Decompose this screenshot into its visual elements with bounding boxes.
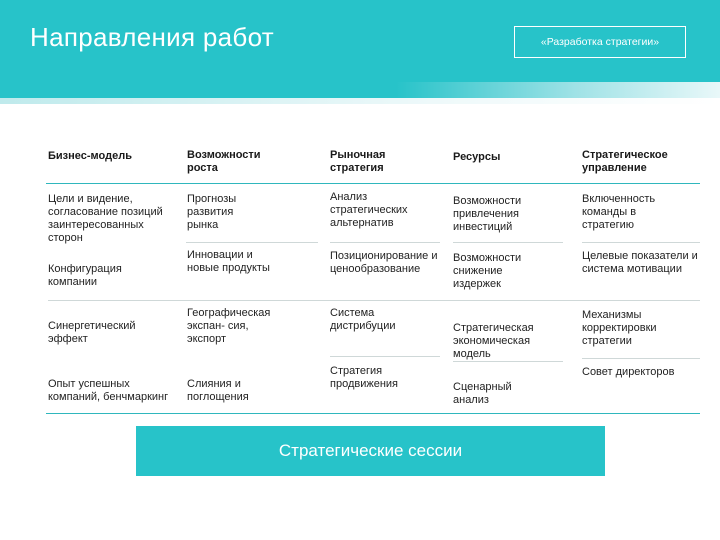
growth-item: Инновации и новые продукты: [187, 249, 270, 274]
management-item: Включенность команды в стратегию: [582, 193, 656, 231]
header-divider: [46, 183, 700, 184]
row-divider: [48, 300, 700, 301]
strategic-sessions-bar: Стратегические сессии: [136, 426, 605, 476]
row-divider: [582, 242, 700, 243]
management-item: Совет директоров: [582, 366, 675, 378]
col-header-market-strategy: Рыночная стратегия: [330, 149, 386, 174]
row-divider: [453, 361, 563, 362]
business-model-item: Конфигурация компании: [48, 263, 122, 288]
row-divider: [330, 356, 440, 357]
header-stripe-fade: [0, 98, 720, 104]
business-model-item: Синергетический эффект: [48, 320, 136, 345]
growth-item: Географическая экспан- сия, экспорт: [187, 307, 271, 345]
row-divider: [453, 242, 563, 243]
market-strategy-item: Анализ стратегических альтернатив: [330, 191, 408, 229]
resources-item: Стратегическая экономическая модель: [453, 322, 534, 360]
resources-item: Сценарный анализ: [453, 381, 512, 406]
table-bottom-rule: [46, 413, 700, 414]
market-strategy-item: Система дистрибуции: [330, 307, 396, 332]
business-model-item: Цели и видение, согласование позиций заинтересованных сторон: [48, 193, 163, 244]
business-model-item: Опыт успешных компаний, бенчмаркинг: [48, 378, 169, 403]
row-divider: [186, 242, 318, 243]
header-stripe: [0, 82, 720, 98]
col-header-growth: Возможности роста: [187, 149, 261, 174]
growth-item: Слияния и поглощения: [187, 378, 249, 403]
market-strategy-item: Позиционирование и ценообразование: [330, 250, 438, 275]
col-header-business-model: Бизнес-модель: [48, 150, 132, 162]
management-item: Целевые показатели и система мотивации: [582, 250, 698, 275]
col-header-strategic-management: Стратегическое управление: [582, 149, 668, 174]
resources-item: Возможности снижение издержек: [453, 252, 522, 290]
growth-item: Прогнозы развития рынка: [187, 193, 237, 231]
section-badge: «Разработка стратегии»: [514, 26, 686, 58]
row-divider: [582, 358, 700, 359]
resources-item: Возможности привлечения инвестиций: [453, 195, 522, 233]
col-header-resources: Ресурсы: [453, 151, 501, 163]
row-divider: [330, 242, 440, 243]
page-title: Направления работ: [30, 22, 274, 52]
management-item: Механизмы корректировки стратегии: [582, 309, 657, 347]
market-strategy-item: Стратегия продвижения: [330, 365, 399, 390]
